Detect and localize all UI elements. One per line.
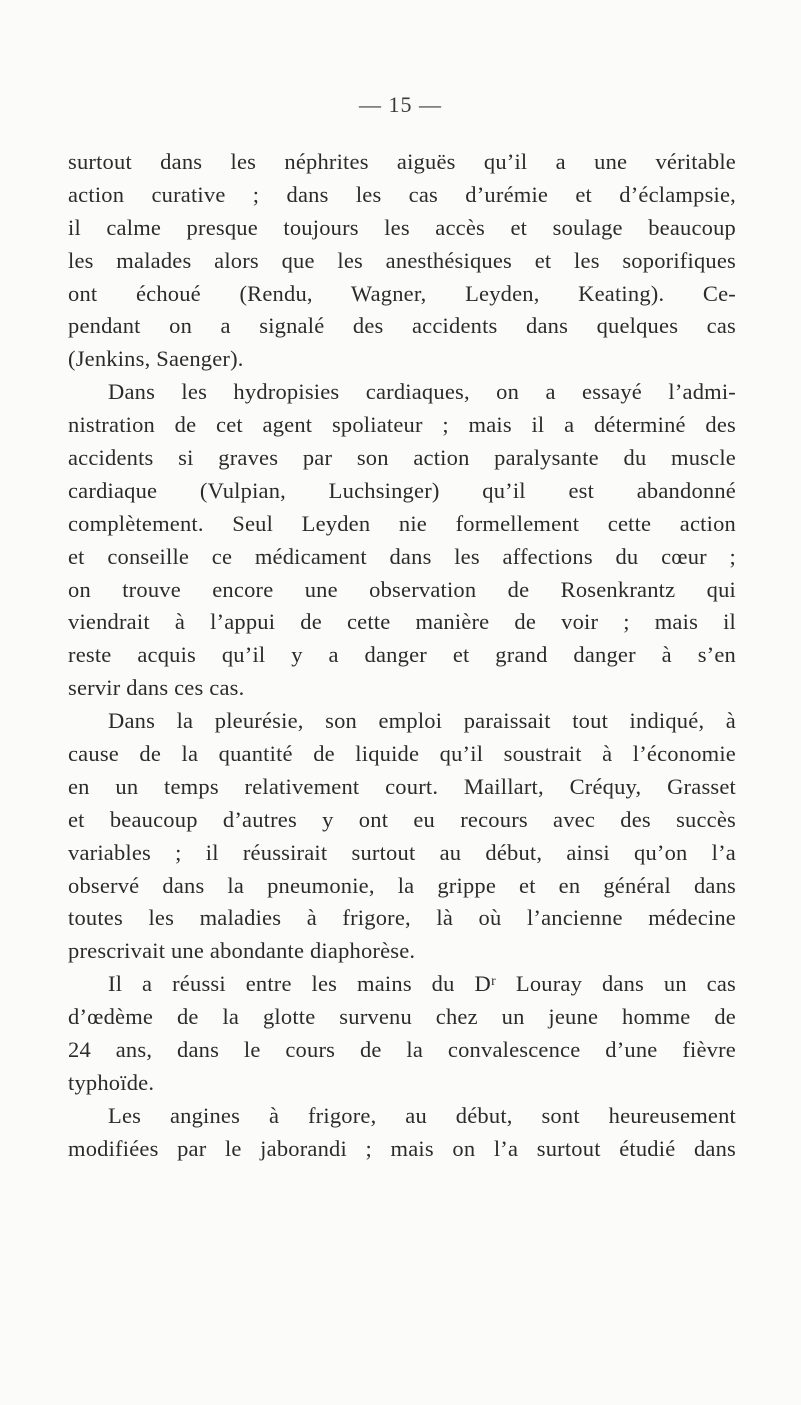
- text-line: servir dans ces cas.: [68, 675, 245, 701]
- text-line: action curative ; dans les cas d’urémie et d’éclampsie,: [68, 181, 736, 207]
- text-line: typhoïde.: [68, 1069, 155, 1095]
- text-line: cardiaque (Vulpian, Luchsinger) qu’il est abandonné: [68, 477, 736, 503]
- text-line: viendrait à l’appui de cette manière de voir ; mais il: [68, 609, 736, 635]
- page-number: — 15 —: [359, 92, 442, 117]
- text-line: complètement. Seul Leyden nie formellement cette action: [68, 510, 736, 536]
- text-line: ont échoué (Rendu, Wagner, Leyden, Keating). Ce-: [68, 280, 736, 306]
- text-line: (Jenkins, Saenger).: [68, 346, 244, 372]
- text-line: surtout dans les néphrites aiguës qu’il a une véritable: [68, 149, 736, 174]
- text-line: accidents si graves par son action paralysante du muscle: [68, 445, 736, 471]
- text-line: en un temps relativement court. Maillart, Créquy, Grasset: [68, 773, 736, 799]
- text-line: et conseille ce médicament dans les affections du cœur ;: [68, 543, 736, 569]
- text-line: reste acquis qu’il y a danger et grand danger à s’en: [68, 642, 736, 668]
- text-line: pendant on a signalé des accidents dans quelques cas: [68, 313, 736, 339]
- text-line: il calme presque toujours les accès et soulage beaucoup: [68, 214, 736, 240]
- text-line: 24 ans, dans le cours de la convalescence d’une fièvre: [68, 1037, 736, 1063]
- text-line: observé dans la pneumonie, la grippe et en général dans: [68, 872, 736, 898]
- text-line: on trouve encore une observation de Rosenkrantz qui: [68, 576, 736, 602]
- text-line: les malades alors que les anesthésiques et les soporifiques: [68, 247, 736, 273]
- text-line: Dans les hydropisies cardiaques, on a essayé l’admi-: [108, 379, 736, 405]
- text-line: toutes les maladies à frigore, là où l’ancienne médecine: [68, 905, 736, 931]
- text-line: prescrivait une abondante diaphorèse.: [68, 938, 416, 964]
- text-line: d’œdème de la glotte survenu chez un jeune homme de: [68, 1004, 736, 1030]
- text-line: Il a réussi entre les mains du Dʳ Louray dans un cas: [108, 971, 736, 997]
- text-line: variables ; il réussirait surtout au début, ainsi qu’on l’a: [68, 839, 736, 865]
- text-line: et beaucoup d’autres y ont eu recours avec des succès: [68, 806, 736, 832]
- text-line: cause de la quantité de liquide qu’il soustrait à l’économie: [68, 741, 736, 767]
- body-text: [68, 146, 736, 1166]
- text-line: Dans la pleurésie, son emploi paraissait tout indiqué, à: [108, 708, 736, 734]
- text-line: nistration de cet agent spoliateur ; mais il a déterminé des: [68, 412, 736, 438]
- text-line: Les angines à frigore, au début, sont heureusement: [108, 1102, 736, 1128]
- text-line: modifiées par le jaborandi ; mais on l’a surtout étudié dans: [68, 1135, 736, 1161]
